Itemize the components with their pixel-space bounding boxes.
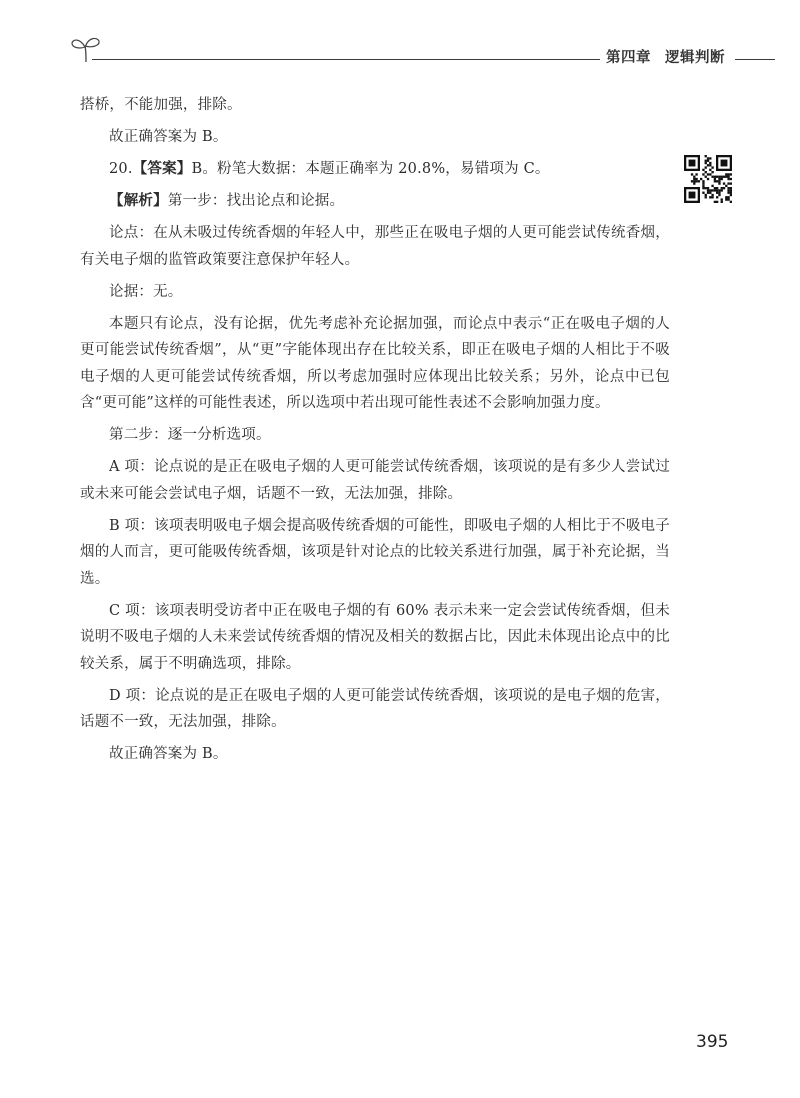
paragraph-evidence: 论据：无。 — [109, 283, 183, 300]
question-number: 20. — [109, 161, 133, 177]
chapter-number: 第四章 — [606, 50, 651, 66]
chapter-section: 逻辑判断 — [665, 50, 725, 66]
paragraph-final-answer: 故正确答案为 B。 — [109, 746, 228, 762]
qr-code-icon[interactable] — [684, 155, 732, 203]
paragraph-reasoning: 本题只有论点，没有论据，优先考虑补充论据加强，而论点中表示“正在吸电子烟的人更可能尝试传统香烟”，从“更”字能体现出存在比较关系，即正在吸电子烟的人相比于不吸电子烟的人更可能尝试传统香烟，所以考虑加强时应体现出比较关系；另外，论点中已包含“更可能”这样的可能性表述，所以选项中若出现可能性表述不会影响加强力度。 — [80, 315, 670, 411]
paragraph-option-a: A 项：论点说的是正在吸电子烟的人更可能尝试传统香烟，该项说的是有多少人尝试过或未来可能会尝试电子烟，话题不一致，无法加强，排除。 — [80, 459, 670, 502]
answer-label: 【答案】 — [132, 160, 192, 177]
header-rule-right — [735, 59, 775, 60]
paragraph-answer-19: 故正确答案为 B。 — [109, 129, 228, 145]
paragraph-analysis-step1 — [80, 188, 670, 215]
page-header — [70, 34, 775, 74]
analysis-text: 第一步：找出论点和论据。 — [167, 193, 345, 209]
paragraph-continuation: 搭桥，不能加强，排除。 — [80, 97, 242, 113]
answer-text: B。粉笔大数据：本题正确率为 20.8%，易错项为 C。 — [191, 161, 550, 177]
analysis-label: 【解析】 — [109, 192, 168, 209]
paragraph-claim: 论点：在从未吸过传统香烟的年轻人中，那些正在吸电子烟的人更可能尝试传统香烟，有关电子烟的监管政策要注意保护年轻人。 — [80, 225, 670, 268]
paragraph-answer-20 — [80, 156, 670, 183]
page-number: 395 — [696, 1032, 729, 1052]
header-rule-left — [92, 59, 600, 60]
chapter-title — [606, 46, 725, 67]
paragraph-option-d: D 项：论点说的是正在吸电子烟的人更可能尝试传统香烟，该项说的是电子烟的危害，话题不一致，无法加强，排除。 — [80, 687, 670, 730]
paragraph-option-b: B 项：该项表明吸电子烟会提高吸传统香烟的可能性，即吸电子烟的人相比于不吸电子烟的人而言，更可能吸传统香烟，该项是针对论点的比较关系进行加强，属于补充论据，当选。 — [80, 517, 670, 587]
paragraph-option-c: C 项：该项表明受访者中正在吸电子烟的有 60% 表示未来一定会尝试传统香烟，但未说明不吸电子烟的人未来尝试传统香烟的情况及相关的数据占比，因此未体现出论点中的比较关系，属于不明确选项，排除。 — [80, 602, 670, 672]
paragraph-step2: 第二步：逐一分析选项。 — [109, 427, 271, 443]
page-body — [80, 92, 670, 773]
